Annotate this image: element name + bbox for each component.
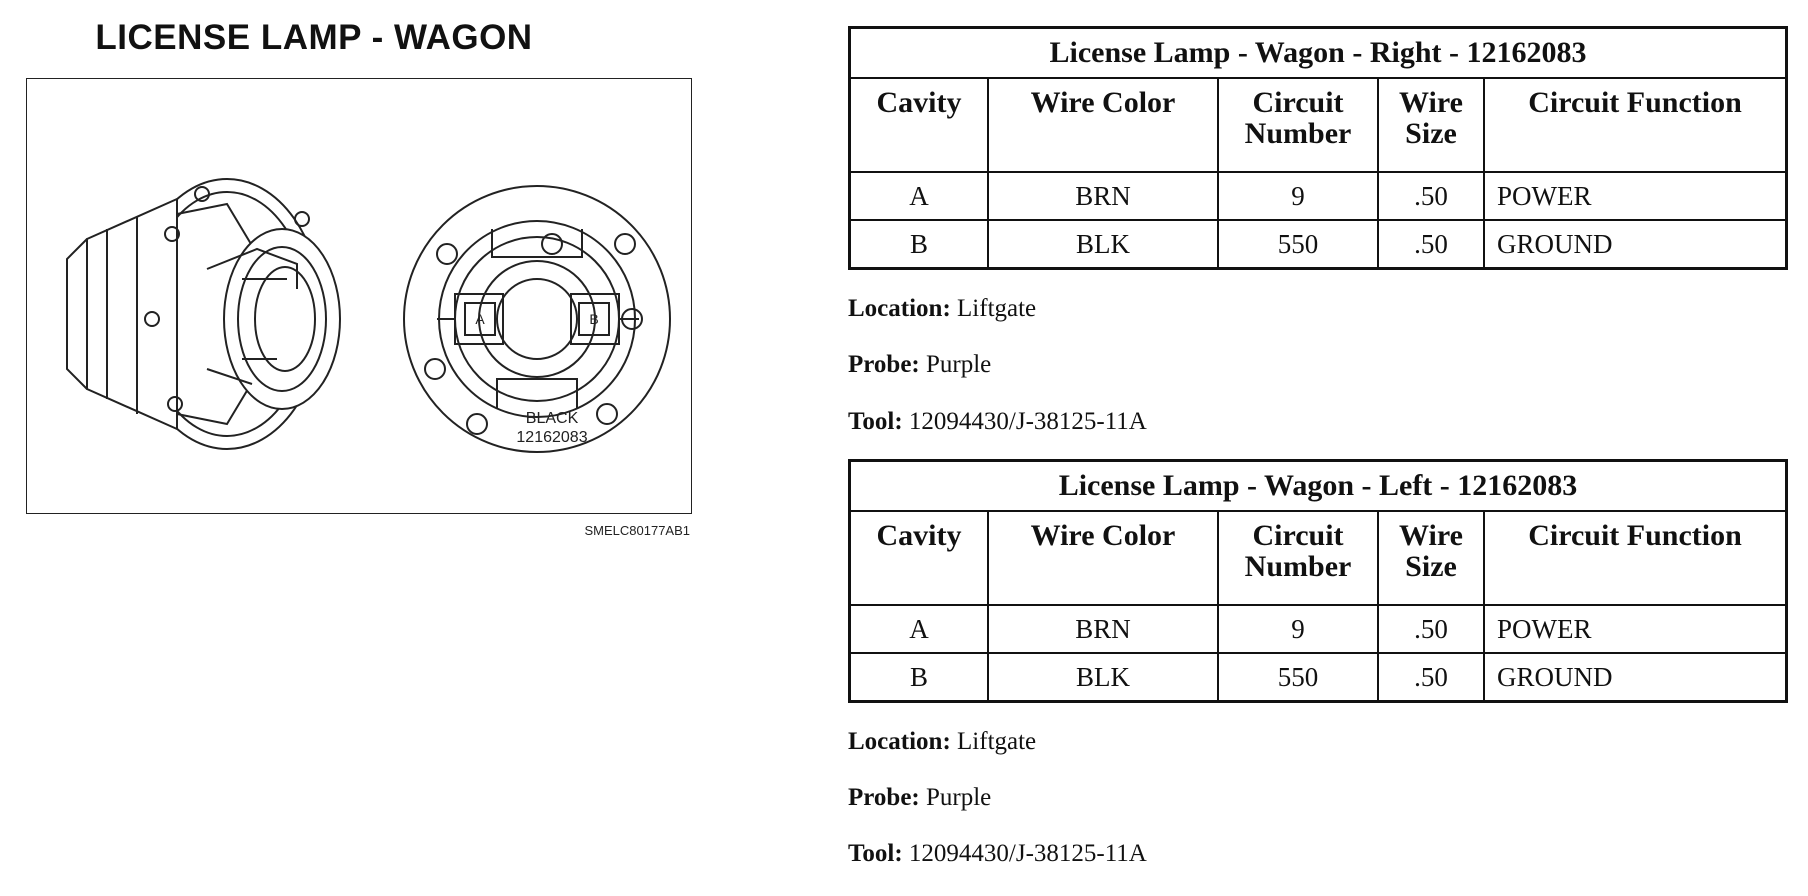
table-row xyxy=(850,172,1787,220)
probe-value: Purple xyxy=(926,784,992,811)
cell-wire-size: .50 xyxy=(1378,220,1484,269)
location-value: Liftgate xyxy=(957,295,1037,322)
table-row xyxy=(850,605,1787,653)
cell-circuit-function: GROUND xyxy=(1484,653,1787,702)
location-line: Location: Liftgate xyxy=(848,295,1037,322)
pin-a-label: A xyxy=(475,311,485,327)
location-value: Liftgate xyxy=(957,728,1037,755)
header-wire-color: Wire Color xyxy=(988,511,1218,605)
connector-caption xyxy=(482,409,622,447)
cell-circuit-number: 9 xyxy=(1218,605,1378,653)
cell-circuit-function: GROUND xyxy=(1484,220,1787,269)
connector-side-view xyxy=(67,179,340,449)
cell-wire-color: BLK xyxy=(988,653,1218,702)
cell-circuit-number: 550 xyxy=(1218,220,1378,269)
cell-wire-size: .50 xyxy=(1378,605,1484,653)
location-line: Location: Liftgate xyxy=(848,728,1037,755)
connector-part-number: 12162083 xyxy=(516,429,588,446)
pin-table-right xyxy=(848,26,1788,270)
cell-cavity: B xyxy=(850,220,989,269)
header-circuit-number: Circuit Number xyxy=(1218,511,1378,605)
header-circuit-function: Circuit Function xyxy=(1484,511,1787,605)
header-wire-color: Wire Color xyxy=(988,78,1218,172)
table-title: License Lamp - Wagon - Right - 12162083 xyxy=(850,28,1787,79)
tool-value: 12094430/J-38125-11A xyxy=(908,408,1147,435)
cell-cavity: A xyxy=(850,172,989,220)
tool-line: Tool: 12094430/J-38125-11A xyxy=(848,840,1147,867)
cell-circuit-number: 550 xyxy=(1218,653,1378,702)
cell-circuit-number: 9 xyxy=(1218,172,1378,220)
probe-line: Probe: Purple xyxy=(848,351,992,378)
header-wire-size: Wire Size xyxy=(1378,78,1484,172)
cell-wire-color: BRN xyxy=(988,605,1218,653)
table-row xyxy=(850,220,1787,269)
cell-wire-size: .50 xyxy=(1378,172,1484,220)
connector-illustration xyxy=(26,78,692,514)
header-circuit-number: Circuit Number xyxy=(1218,78,1378,172)
cell-cavity: B xyxy=(850,653,989,702)
header-circuit-function: Circuit Function xyxy=(1484,78,1787,172)
figure-title: LICENSE LAMP - WAGON xyxy=(95,18,533,57)
table-title: License Lamp - Wagon - Left - 12162083 xyxy=(850,461,1787,512)
cell-wire-color: BRN xyxy=(988,172,1218,220)
probe-line: Probe: Purple xyxy=(848,784,992,811)
cell-cavity: A xyxy=(850,605,989,653)
header-cavity: Cavity xyxy=(850,511,989,605)
cell-circuit-function: POWER xyxy=(1484,172,1787,220)
tool-value: 12094430/J-38125-11A xyxy=(908,840,1147,867)
connector-color: BLACK xyxy=(525,410,579,427)
cell-wire-size: .50 xyxy=(1378,653,1484,702)
pin-b-label: B xyxy=(589,311,599,327)
table-row xyxy=(850,653,1787,702)
probe-value: Purple xyxy=(926,351,992,378)
pin-table-left xyxy=(848,459,1788,703)
tool-line: Tool: 12094430/J-38125-11A xyxy=(848,408,1147,435)
cell-circuit-function: POWER xyxy=(1484,605,1787,653)
figure-code: SMELC80177AB1 xyxy=(584,523,690,538)
header-cavity: Cavity xyxy=(850,78,989,172)
connector-drawing xyxy=(27,79,693,515)
header-wire-size: Wire Size xyxy=(1378,511,1484,605)
cell-wire-color: BLK xyxy=(988,220,1218,269)
